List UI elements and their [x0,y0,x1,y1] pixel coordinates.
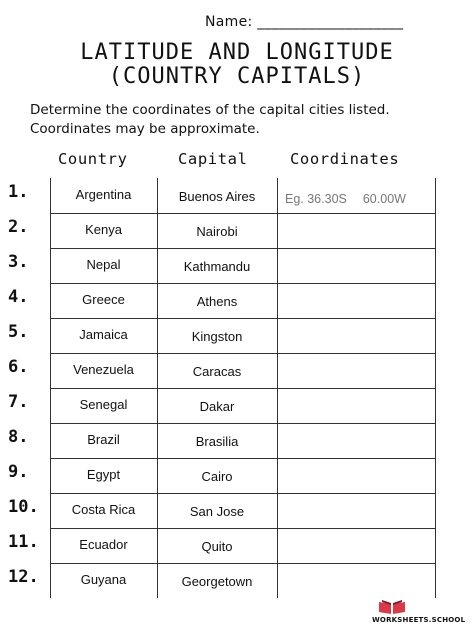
column-header-coordinates: Coordinates [290,150,400,168]
instructions-line-2: Coordinates may be approximate. [30,121,260,137]
table-column-divider [435,178,436,598]
worksheets-school-logo [372,599,467,629]
capital-cell: Cairo [201,468,233,484]
coordinates-answer-cell[interactable] [279,390,433,421]
capital-cell: Athens [196,293,238,309]
example-longitude: 60.00W [362,192,406,206]
coordinates-answer-cell[interactable] [279,250,433,281]
country-cell: Jamaica [79,326,128,342]
coordinates-answer-cell[interactable] [279,530,433,561]
country-cell: Brazil [87,431,120,447]
coordinates-answer-cell[interactable] [279,320,433,351]
capital-cell: Dakar [199,398,235,414]
instructions [30,101,460,139]
book-icon [377,599,407,615]
row-number: 6. [8,356,29,377]
country-cell: Senegal [79,396,128,412]
name-label: Name: [205,14,253,30]
country-cell: Egypt [86,466,121,482]
capital-cell: Kathmandu [183,258,251,274]
name-line[interactable]: ____________________ [257,14,404,30]
example-coordinates [285,192,406,206]
coordinates-answer-cell[interactable] [279,425,433,456]
name-field[interactable] [205,14,403,30]
column-header-capital: Capital [178,150,248,168]
row-number: 4. [8,286,29,307]
capital-cell: Kingston [191,328,243,344]
country-cell: Nepal [86,256,121,272]
coordinates-answer-cell[interactable] [279,495,433,526]
country-cell: Argentina [75,186,132,202]
row-number: 7. [8,391,29,412]
worksheet-title-line-2: (COUNTRY CAPITALS) [108,64,366,89]
example-latitude: Eg. 36.30S [285,192,347,206]
coordinates-answer-cell[interactable] [279,565,433,596]
row-number: 2. [8,216,29,237]
row-number: 8. [8,426,29,447]
coordinates-answer-cell[interactable] [279,285,433,316]
country-cell: Venezuela [73,361,134,377]
column-header-country: Country [58,150,128,168]
worksheet-title-line-1: LATITUDE AND LONGITUDE [80,40,394,65]
row-number: 3. [8,251,29,272]
country-cell: Ecuador [79,536,128,552]
capital-cell: Nairobi [196,223,238,239]
capital-cell: Quito [201,538,233,554]
coordinates-answer-cell[interactable] [279,460,433,491]
capital-cell: Caracas [192,363,242,379]
logo-text: WORKSHEETS.SCHOOL [372,616,466,624]
country-cell: Greece [82,291,125,307]
instructions-line-1: Determine the coordinates of the capital cities listed. [30,102,390,118]
row-number: 5. [8,321,29,342]
capital-cell: Buenos Aires [178,188,256,204]
country-cell: Kenya [85,221,122,237]
row-number: 1. [8,181,29,202]
capital-cell: Georgetown [181,573,253,589]
country-cell: Guyana [80,571,127,587]
capital-cell: Brasilia [195,433,239,449]
capital-cell: San Jose [189,503,245,519]
coordinates-answer-cell[interactable] [279,215,433,246]
country-cell: Costa Rica [71,501,136,517]
row-number: 10. [8,496,39,517]
row-number: 11. [8,531,39,552]
row-number: 9. [8,461,29,482]
coordinates-answer-cell[interactable] [279,355,433,386]
row-number: 12. [8,566,39,587]
